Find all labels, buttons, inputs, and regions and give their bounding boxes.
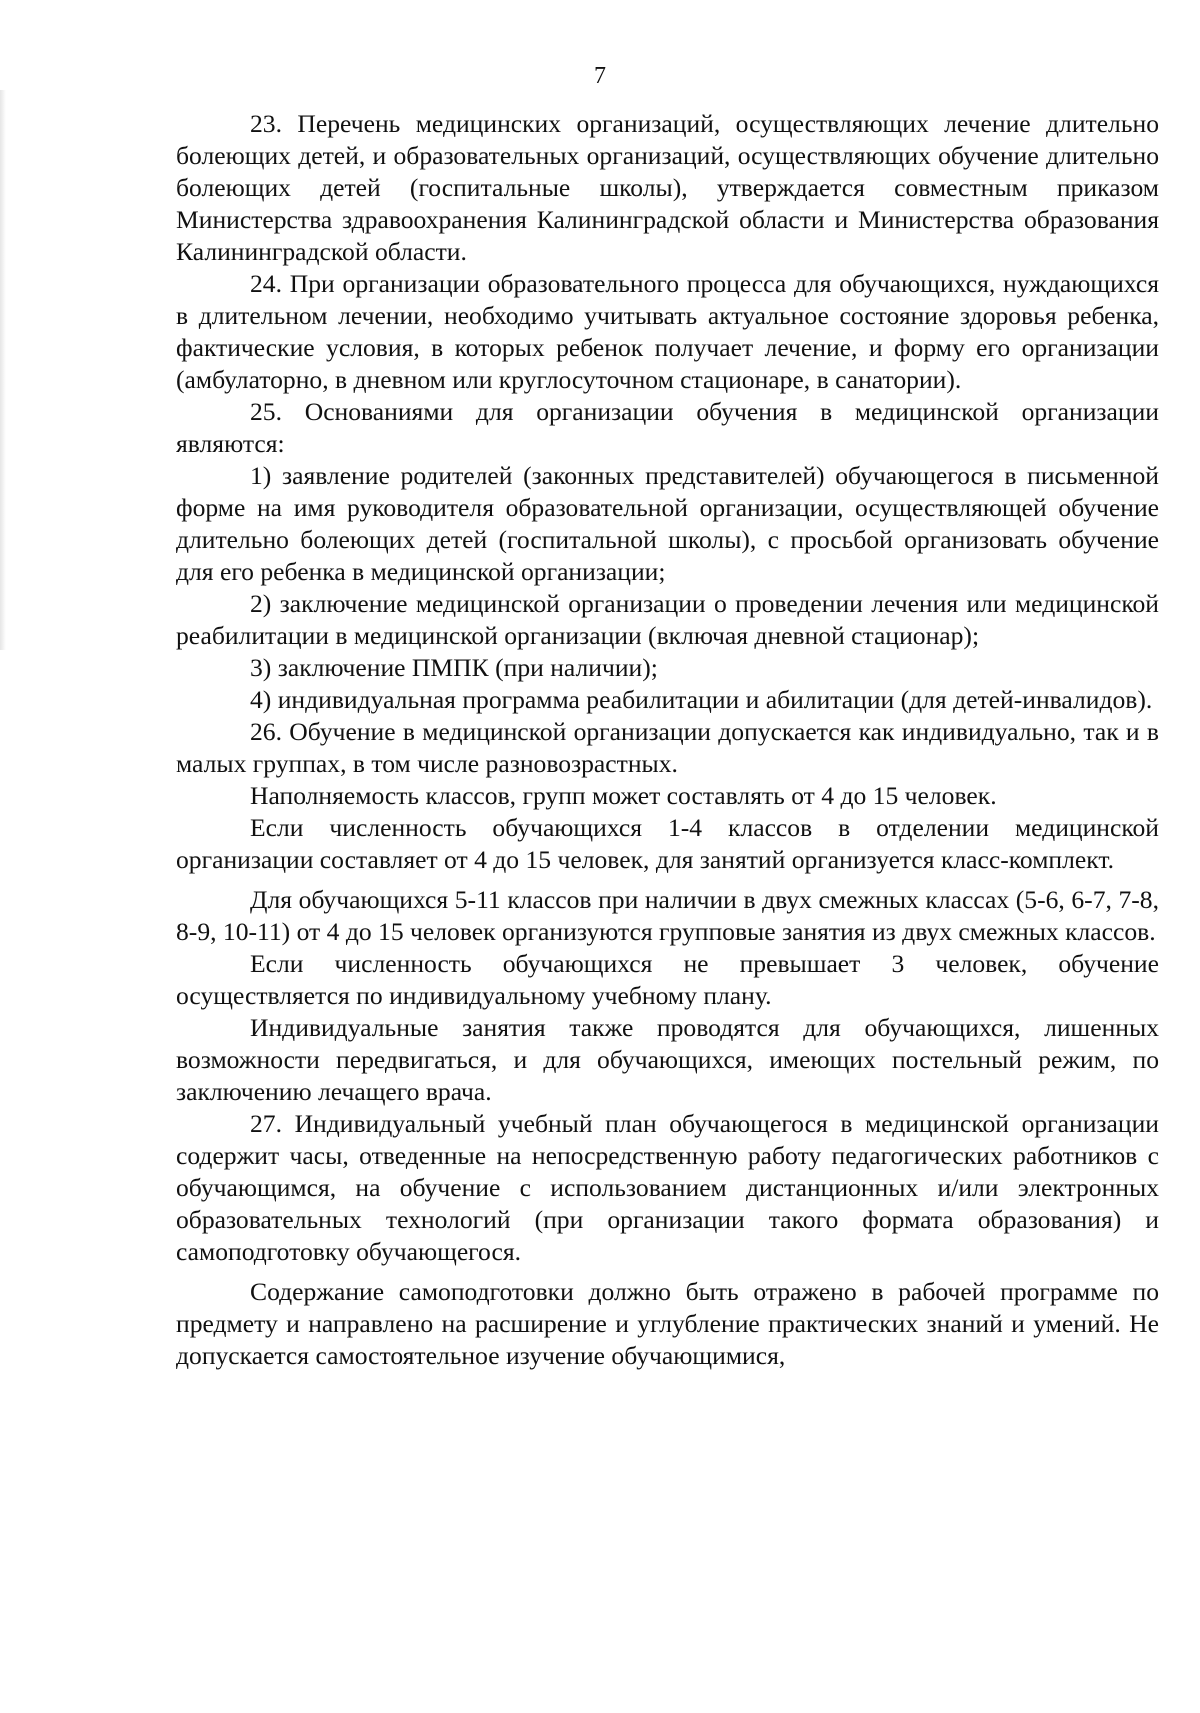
paragraph-25-item-2: 2) заключение медицинской организации о проведении лечения или медицинской реабилитации в медицинской организации (включая дневной стационар); xyxy=(176,589,1159,650)
scan-edge-shadow xyxy=(0,90,6,650)
paragraph-27: 27. Индивидуальный учебный план обучающегося в медицинской организации содержит часы, отведенные на непосредственную работу педагогических работников с обучающимся, на обучение с использованием дистанционных и/или электронных образовательных технологий (при организации такого формата образования) и самоподготовку обучающегося. xyxy=(176,1109,1159,1266)
paragraph-25-item-4: 4) индивидуальная программа реабилитации и абилитации (для детей-инвалидов). xyxy=(250,685,1153,714)
paragraph-25: 25. Основаниями для организации обучения в медицинской организации являются: xyxy=(176,397,1159,458)
page-number: 7 xyxy=(594,63,606,89)
document-body xyxy=(176,108,1159,1372)
paragraph-23: 23. Перечень медицинских организаций, осуществляющих лечение длительно болеющих детей, и образовательных организаций, осуществляющих обучение длительно болеющих детей (госпитальные школы), утверждается совместным приказом Министерства здравоохранения Калининградской области и Министерства образования Калининградской области. xyxy=(176,109,1159,266)
paragraph-26-class-size: Наполняемость классов, групп может составлять от 4 до 15 человек. xyxy=(250,781,997,810)
paragraph-26: 26. Обучение в медицинской организации допускается как индивидуально, так и в малых группах, в том числе разновозрастных. xyxy=(176,717,1159,778)
paragraph-27-self-study: Содержание самоподготовки должно быть отражено в рабочей программе по предмету и направлено на расширение и углубление практических знаний и умений. Не допускается самостоятельное изучение обучающимися, xyxy=(176,1277,1159,1370)
paragraph-25-item-3: 3) заключение ПМПК (при наличии); xyxy=(250,653,658,682)
paragraph-26-class-complex: Если численность обучающихся 1-4 классов в отделении медицинской организации составляет от 4 до 15 человек, для занятий организуется класс-комплект. xyxy=(176,813,1159,874)
paragraph-26-individual-plan: Если численность обучающихся не превышает 3 человек, обучение осуществляется по индивидуальному учебному плану. xyxy=(176,949,1159,1010)
paragraph-24: 24. При организации образовательного процесса для обучающихся, нуждающихся в длительном лечении, необходимо учитывать актуальное состояние здоровья ребенка, фактические условия, в которых ребенок получает лечение, и форму его организации (амбулаторно, в дневном или круглосуточном стационаре, в санатории). xyxy=(176,269,1159,394)
paragraph-25-item-1: 1) заявление родителей (законных представителей) обучающегося в письменной форме на имя руководителя образовательной организации, осуществляющей обучение длительно болеющих детей (госпитальной школы), с просьбой организовать обучение для его ребенка в медицинской организации; xyxy=(176,461,1159,586)
paragraph-26-individual-lessons: Индивидуальные занятия также проводятся для обучающихся, лишенных возможности передвигаться, и для обучающихся, имеющих постельный режим, по заключению лечащего врача. xyxy=(176,1013,1159,1106)
paragraph-26-group-classes: Для обучающихся 5-11 классов при наличии в двух смежных классах (5-6, 6-7, 7-8, 8-9, 10-11) от 4 до 15 человек организуются групповые занятия из двух смежных классов. xyxy=(176,885,1159,946)
